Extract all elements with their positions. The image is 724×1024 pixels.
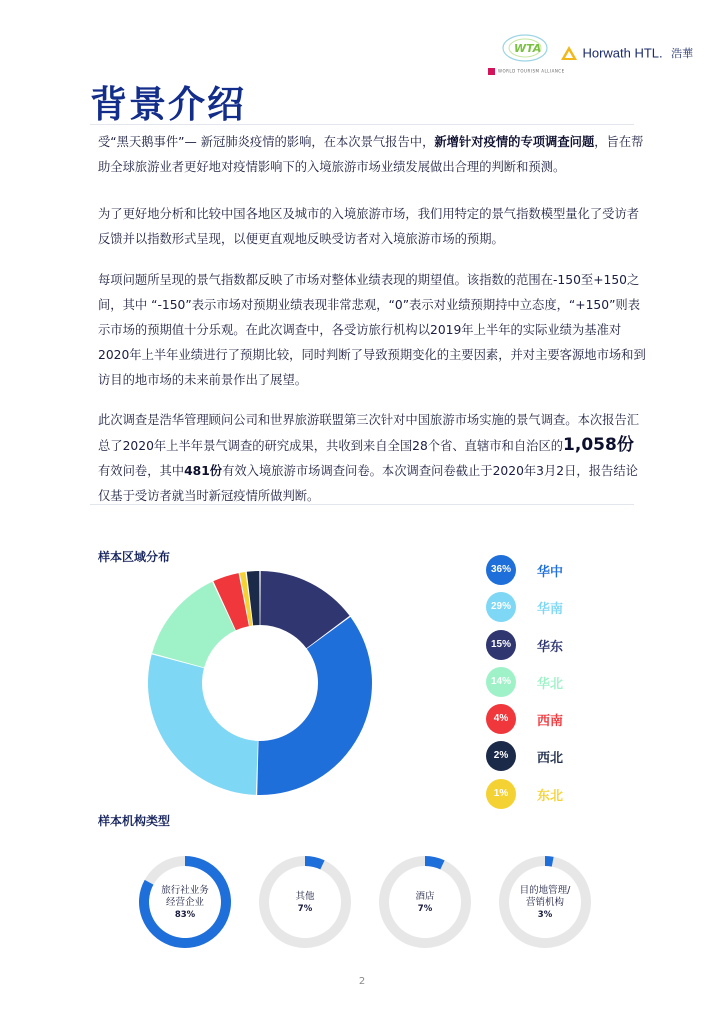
horwath-cn-name: 浩華	[671, 46, 694, 60]
horwath-name: Horwath HTL.	[582, 45, 663, 61]
type-ring-card	[255, 852, 355, 952]
legend-percent: 29%	[486, 592, 516, 622]
page-title: 背景介绍	[90, 83, 246, 126]
legend-percent: 2%	[486, 741, 516, 771]
legend-item	[486, 741, 636, 778]
legend-percent: 14%	[486, 667, 516, 697]
region-donut-chart	[140, 563, 380, 803]
ring-percent: 83%	[174, 909, 196, 920]
legend-label: 华北	[537, 676, 564, 692]
horwath-logo	[560, 44, 693, 62]
ring-percent: 3%	[537, 909, 553, 920]
legend-percent: 1%	[486, 779, 516, 809]
type-ring-card	[135, 852, 235, 952]
legend-label: 华中	[537, 565, 564, 580]
legend-item	[486, 555, 636, 592]
legend-percent: 36%	[486, 555, 516, 585]
title-divider	[90, 124, 634, 125]
legend-item	[486, 704, 636, 741]
legend-label: 华东	[537, 639, 564, 655]
legend-label: 西南	[537, 714, 564, 730]
type-section-title: 样本机构类型	[98, 814, 171, 828]
header-logos	[388, 30, 694, 80]
legend-item	[486, 779, 636, 816]
legend-label: 西北	[537, 751, 564, 767]
legend-percent: 4%	[486, 704, 516, 734]
svg-text:WTA: WTA	[514, 42, 542, 55]
paragraph-1: 受“黑天鹅事件”— 新冠肺炎疫情的影响，在本次景气报告中，新增针对疫情的专项调查问题，旨在帮助全球旅游业者更好地对疫情影响下的入境旅游市场业绩发展做出合理的判断和预测。	[98, 135, 644, 174]
legend-item	[486, 667, 636, 704]
ring-label: 其他	[295, 890, 315, 902]
type-ring-card	[495, 852, 595, 952]
legend-item	[486, 630, 636, 667]
wta-logo-icon	[500, 30, 550, 66]
region-section-title: 样本区域分布	[98, 550, 171, 564]
ring-label: 酒店	[415, 890, 435, 902]
page-number: 2	[358, 976, 366, 987]
region-legend	[486, 555, 636, 816]
wta-subtitle: WORLD TOURISM ALLIANCE	[488, 68, 565, 75]
type-ring-card	[375, 852, 475, 952]
horwath-triangle-icon	[560, 45, 578, 61]
paragraph-2: 为了更好地分析和比较中国各地区及城市的入境旅游市场，我们用特定的景气指数模型量化了受访者反馈并以指数形式呈现，以便更直观地反映受访者对入境旅游市场的预期。	[98, 207, 640, 246]
legend-label: 东北	[537, 788, 564, 804]
ring-label: 目的地管理/ 营销机构	[519, 884, 571, 908]
legend-percent: 15%	[486, 630, 516, 660]
ring-percent: 7%	[297, 903, 313, 914]
paragraph-3: 每项问题所呈现的景气指数都反映了市场对整体业绩表现的期望值。该指数的范围在-150至+150之间，其中 “-150”表示市场对预期业绩表现非常悲观，“0”表示对业绩预期持中立态度，“+150”则表示市场的预期值十分乐观。在此次调查中，各受访旅行机构以2019年上半年的实际业绩为基准对2020年上半年业绩进行了预期比较，同时判断了导致预期变化的主要因素，并对主要客源地市场和到访目的地市场的未来前景作出了展望。	[98, 273, 646, 387]
text-divider	[90, 504, 634, 505]
legend-label: 华南	[537, 602, 564, 618]
donut-slice-华中	[257, 617, 372, 795]
donut-slice-华南	[148, 654, 258, 795]
ring-label: 旅行社业务 经营企业	[161, 884, 209, 908]
ring-percent: 7%	[417, 903, 433, 914]
paragraph-4: 此次调查是浩华管理顾问公司和世界旅游联盟第三次针对中国旅游市场实施的景气调查。本次报告汇总了2020年上半年景气调查的研究成果，共收到来自全国28个省、直辖市和自治区的1,058份有效问卷，其中481份有效入境旅游市场调查问卷。本次调查问卷截止于2020年3月2日，报告结论仅基于受访者就当时新冠疫情所做判断。	[98, 413, 640, 503]
legend-item	[486, 592, 636, 629]
